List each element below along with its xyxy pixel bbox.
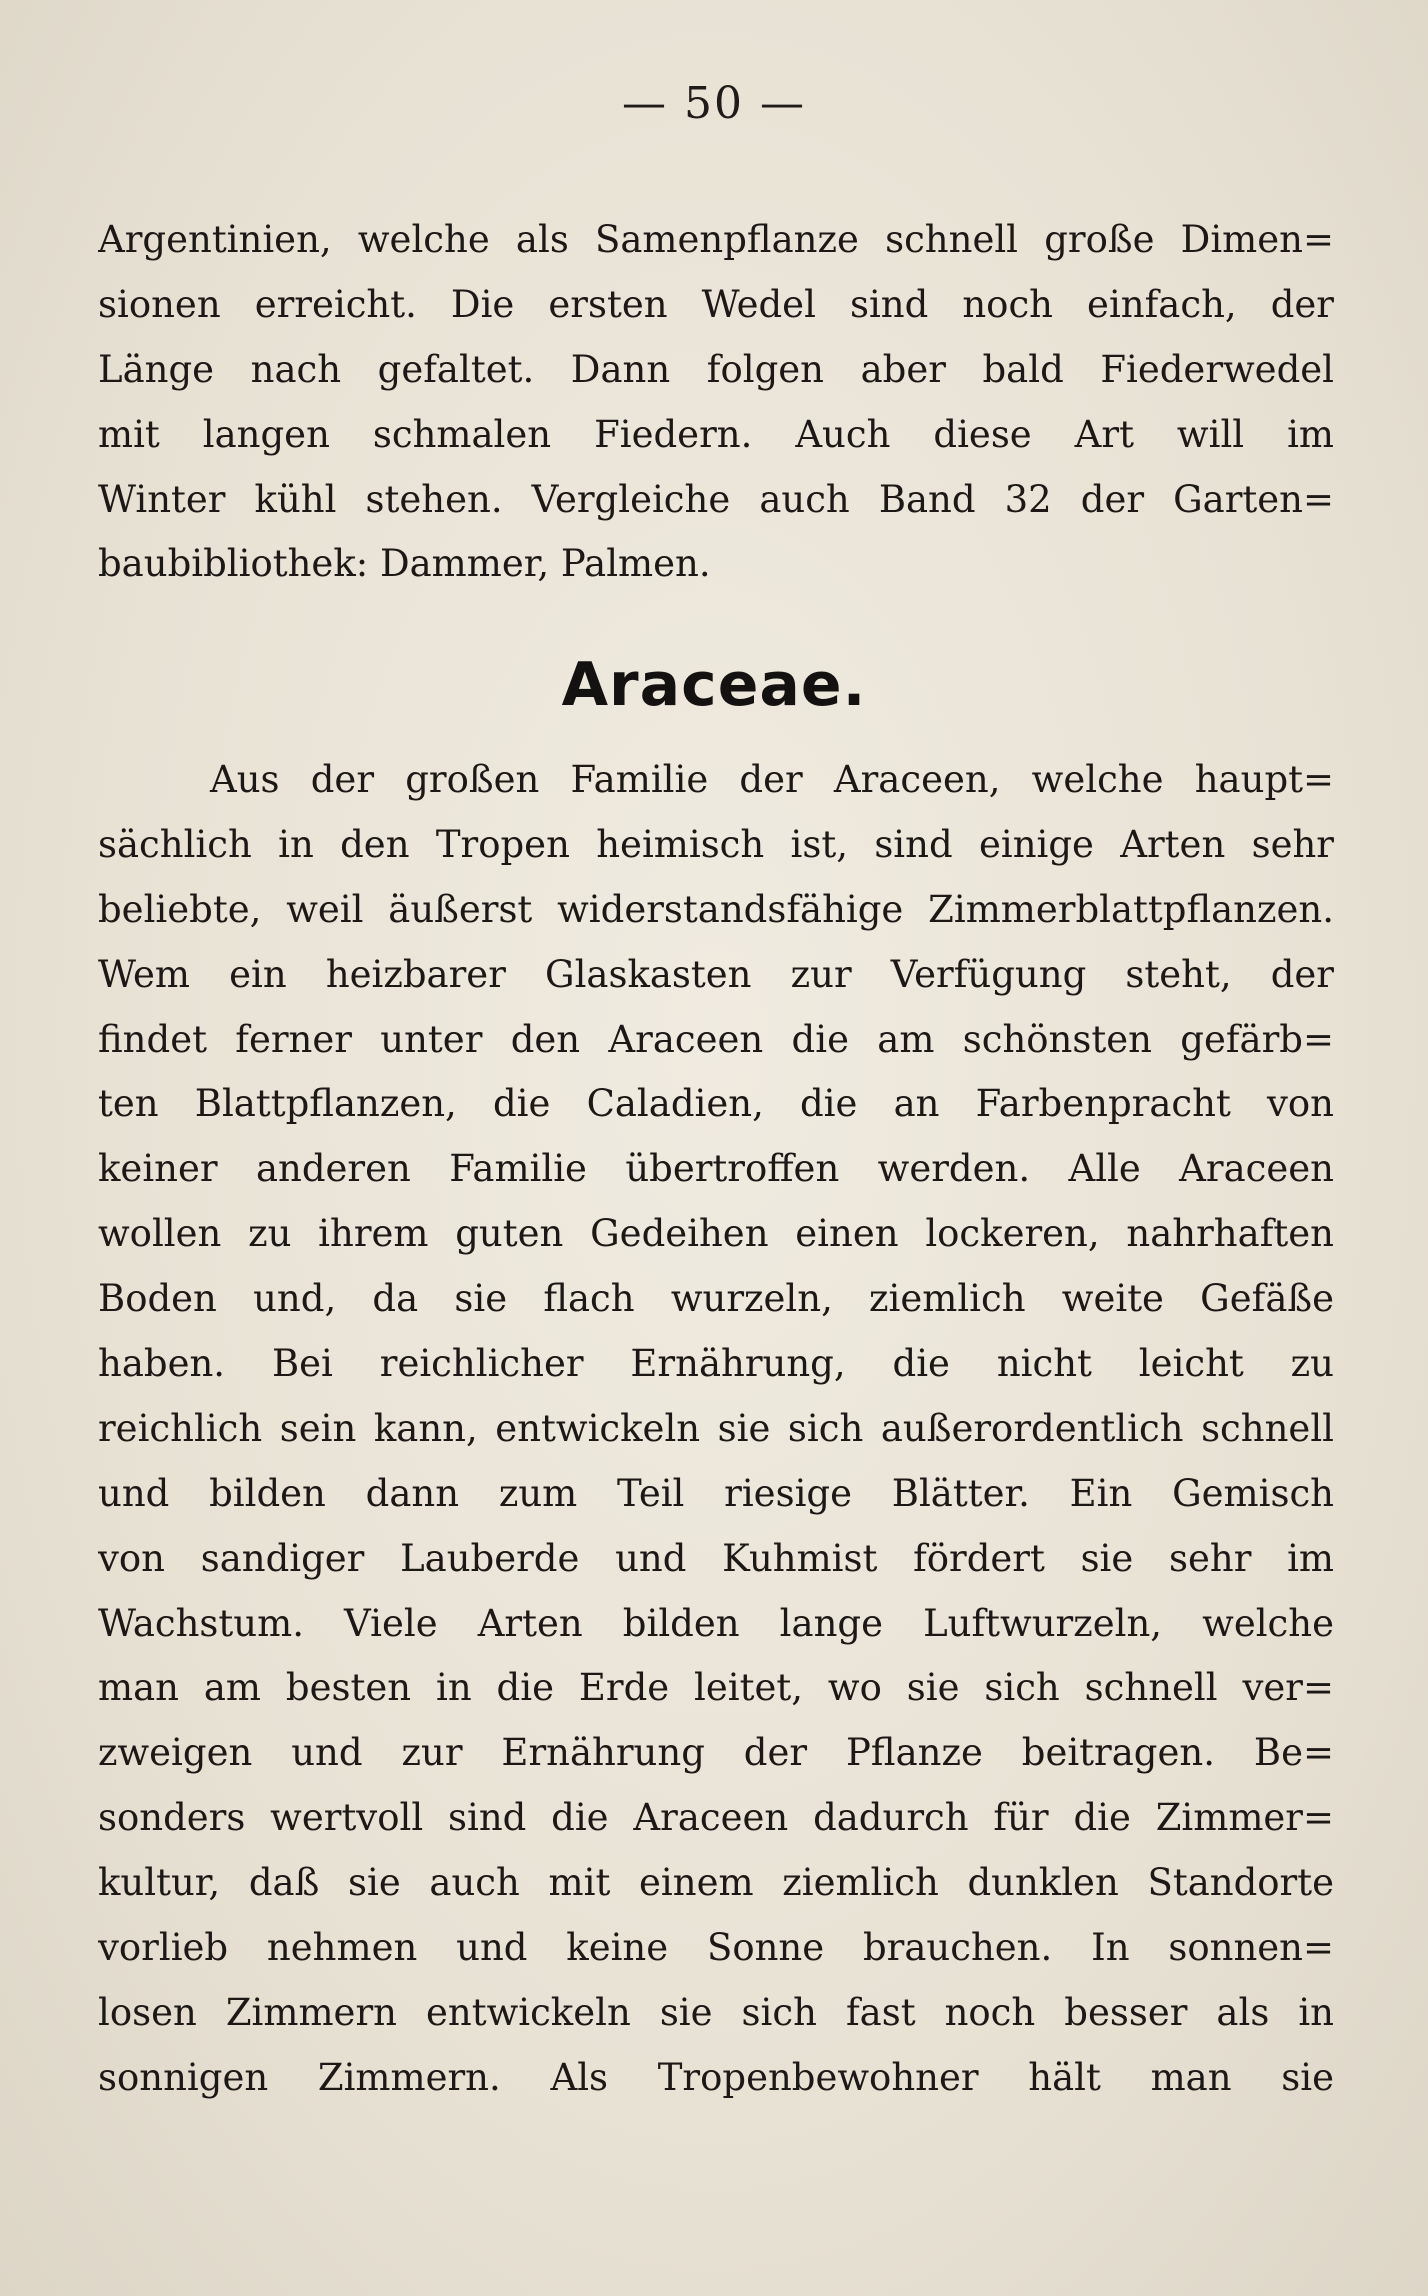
text-line: Länge nach gefaltet. Dann folgen aber bald Fiederwedel: [98, 347, 1334, 391]
text-line: sächlich in den Tropen heimisch ist, sind einige Arten sehr: [98, 822, 1334, 866]
text-line: und bilden dann zum Teil riesige Blätter. Ein Gemisch: [98, 1471, 1334, 1515]
paragraph-araceae: [98, 748, 1334, 2111]
text-line: findet ferner unter den Araceen die am schönsten gefärb=: [98, 1017, 1334, 1061]
text-line: vorlieb nehmen und keine Sonne brauchen. In sonnen=: [98, 1926, 1334, 1970]
text-line: reichlich sein kann, entwickeln sie sich außerordentlich schnell: [98, 1406, 1334, 1450]
text-line: mit langen schmalen Fiedern. Auch diese Art will im: [98, 412, 1334, 456]
text-line: ten Blattpflanzen, die Caladien, die an Farbenpracht von: [98, 1082, 1334, 1126]
text-line: haben. Bei reichlicher Ernährung, die nicht leicht zu: [98, 1342, 1334, 1386]
text-line: Wem ein heizbarer Glaskasten zur Verfügung steht, der: [98, 952, 1334, 996]
text-line: Boden und, da sie flach wurzeln, ziemlich weite Gefäße: [98, 1277, 1334, 1321]
text-line: Argentinien, welche als Samenpflanze schnell große Dimen=: [98, 218, 1334, 261]
text-line: man am besten in die Erde leitet, wo sie sich schnell ver=: [98, 1666, 1334, 1710]
text-line: kultur, daß sie auch mit einem ziemlich dunklen Standorte: [98, 1861, 1334, 1905]
text-line: Wachstum. Viele Arten bilden lange Luftwurzeln, welche: [98, 1601, 1334, 1645]
text-line: Winter kühl stehen. Vergleiche auch Band 32 der Garten=: [98, 477, 1334, 521]
paragraph-palm-continuation: [98, 208, 1334, 597]
text-line: Aus der großen Familie der Araceen, welche haupt=: [210, 758, 1334, 801]
text-line: von sandiger Lauberde und Kuhmist fördert sie sehr im: [98, 1536, 1334, 1580]
text-line: beliebte, weil äußerst widerstandsfähige Zimmerblattpflanzen.: [98, 887, 1334, 931]
page-number: — 50 —: [622, 78, 806, 129]
text-line: losen Zimmern entwickeln sie sich fast noch besser als in: [98, 1990, 1334, 2034]
section-heading: Araceae.: [561, 650, 867, 720]
text-line: zweigen und zur Ernährung der Pflanze beitragen. Be=: [98, 1731, 1334, 1775]
text-line: sonders wertvoll sind die Araceen dadurch für die Zimmer=: [98, 1796, 1334, 1840]
text-line: sionen erreicht. Die ersten Wedel sind noch einfach, der: [98, 282, 1334, 326]
text-line: wollen zu ihrem guten Gedeihen einen lockeren, nahrhaften: [98, 1212, 1334, 1256]
text-line: baubibliothek: Dammer, Palmen.: [98, 542, 711, 586]
text-line: sonnigen Zimmern. Als Tropenbewohner hält man sie: [98, 2055, 1334, 2099]
text-line: keiner anderen Familie übertroffen werden. Alle Araceen: [98, 1147, 1334, 1191]
